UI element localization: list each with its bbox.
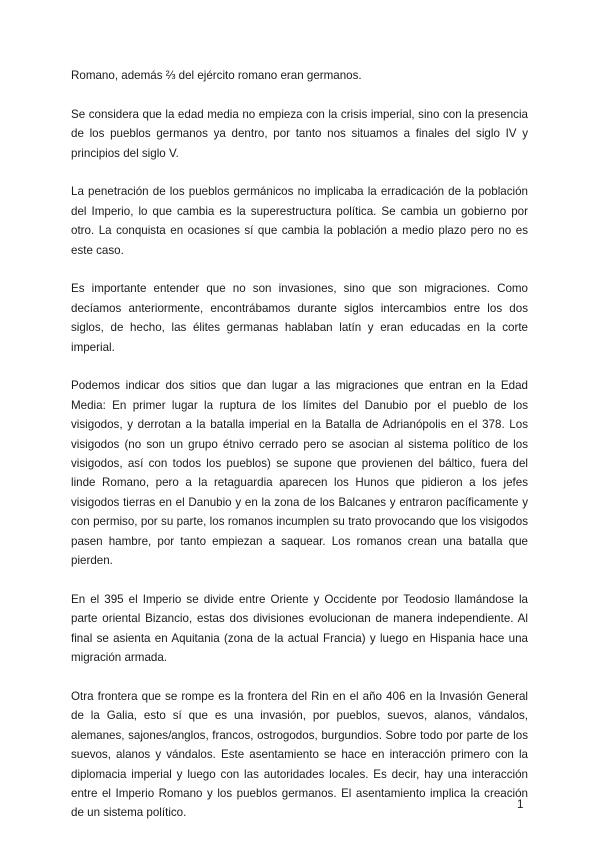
paragraph-division-imperio: En el 395 el Imperio se divide entre Oriente y Occidente por Teodosio llamándose la parte oriental Bizancio, estas dos divisiones evolucionan de manera independiente. Al final se asienta en Aquitania (zona de la actual Francia) y luego en Hispania hace una migración armada.	[71, 592, 528, 665]
paragraph-edad-media: Se considera que la edad media no empieza con la crisis imperial, sino con la presencia de los pueblos germanos ya dentro, por tanto nos situamos a finales del siglo IV y principios del siglo V.	[71, 107, 528, 160]
page-number: 1	[517, 798, 524, 811]
paragraph-frontera-rin: Otra frontera que se rompe es la frontera del Rin en el año 406 en la Invasión General de la Galia, esto sí que es una invasión, por pueblos, suevos, alanos, vándalos, alemanes, sajones/anglos, francos, ostrogodos, burgundios. Sobre todo por parte de los suevos, alanos y vándalos. Este asentamiento se hace en interacción primero con la diplomacia imperial y luego con las autoridades locales. Es decir, hay una interacción entre el Imperio Romano y los pueblos germanos. El asentamiento implica la creación de un sistema político.	[71, 689, 528, 820]
paragraph-intro: Romano, además ⅔ del ejército romano eran germanos.	[71, 69, 362, 82]
paragraph-penetracion: La penetración de los pueblos germánicos no implicaba la erradicación de la población del Imperio, lo que cambia es la superestructura política. Se cambia un gobierno por otro. La conquista en ocasiones sí que cambia la población a medio plazo pero no es este caso.	[71, 185, 528, 257]
paragraph-danubio: Podemos indicar dos sitios que dan lugar a las migraciones que entran en la Edad Media: En primer lugar la ruptura de los límites del Danubio por el pueblo de los visigodos, y derrotan a la batalla imperial en la Batalla de Adrianópolis en el 378. Los visigodos (no son un grupo étnivo cerrado pero se asocian al sistema político de los visigodos, así con todos los pueblos) se supone que provienen del báltico, fuera del linde Romano, pero a la retaguardia aparecen los Hunos que pidieron a los jefes visigodos tierras en el Danubio y en la zona de los Balcanes y entraron pacíficamente y con permiso, por su parte, los romanos incumplen su trato provocando que los visigodos pasen hambre, por tanto empiezan a saquear. Los romanos crean una batalla que pierden.	[71, 379, 528, 568]
paragraph-migraciones: Es importante entender que no son invasiones, sino que son migraciones. Como decíamos anteriormente, encontrábamos durante siglos intercambios entre los dos siglos, de hecho, las élites germanas hablaban latín y eran educadas en la corte imperial.	[71, 282, 528, 354]
document-body	[71, 66, 528, 842]
